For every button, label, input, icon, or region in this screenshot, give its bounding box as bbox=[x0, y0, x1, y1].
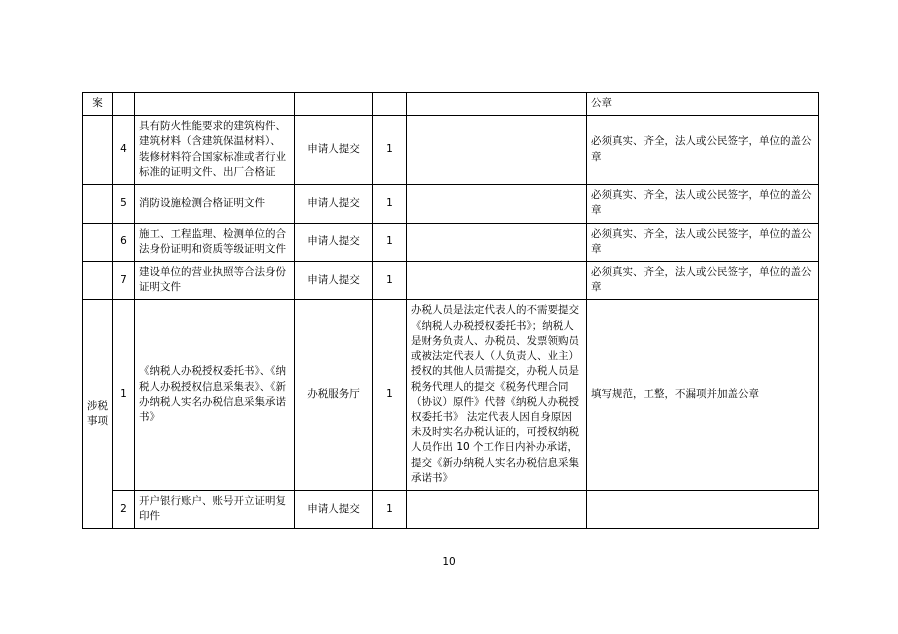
cell-number bbox=[113, 93, 135, 116]
cell-category bbox=[83, 185, 113, 223]
cell-number: 2 bbox=[113, 491, 135, 529]
cell-material-name: 开户银行账户、账号开立证明复印件 bbox=[135, 491, 295, 529]
cell-note: 办税人员是法定代表人的不需要提交《纳税人办税授权委托书》；纳税人是财务负责人、办税员、发票领购员或被法定代表人（人负责人、业主）授权的其他人员需提交，办税人员是税务代理人的提交《税务代理合同（协议）原件》代替《纳税人办税授权委托书》 法定代表人因自身原因未及时实名办税认证的，可授权纳税人员作出 10 个工作日内补办承诺，提交《新办纳税人实名办税信息采集承诺书》 bbox=[407, 300, 587, 491]
cell-material-name: 具有防火性能要求的建筑构件、建筑材料（含建筑保温材料）、装修材料符合国家标准或者行业标准的证明文件、出厂合格证 bbox=[135, 116, 295, 185]
cell-requirement: 必须真实、齐全，法人或公民签字，单位的盖公章 bbox=[587, 261, 819, 299]
cell-source: 申请人提交 bbox=[295, 223, 373, 261]
cell-material-name: 建设单位的营业执照等合法身份证明文件 bbox=[135, 261, 295, 299]
cell-quantity: 1 bbox=[373, 116, 407, 185]
cell-number: 5 bbox=[113, 185, 135, 223]
cell-quantity: 1 bbox=[373, 491, 407, 529]
cell-material-name: 施工、工程监理、检测单位的合法身份证明和资质等级证明文件 bbox=[135, 223, 295, 261]
cell-number: 6 bbox=[113, 223, 135, 261]
cell-requirement: 必须真实、齐全，法人或公民签字，单位的盖公章 bbox=[587, 223, 819, 261]
table-row bbox=[83, 491, 819, 529]
cell-number: 7 bbox=[113, 261, 135, 299]
table-row bbox=[83, 116, 819, 185]
cell-quantity: 1 bbox=[373, 261, 407, 299]
cell-quantity: 1 bbox=[373, 300, 407, 491]
cell-source: 申请人提交 bbox=[295, 185, 373, 223]
cell-note bbox=[407, 223, 587, 261]
cell-note bbox=[407, 185, 587, 223]
cell-note bbox=[407, 261, 587, 299]
cell-source: 申请人提交 bbox=[295, 261, 373, 299]
cell-material-name: 《纳税人办税授权委托书》、《纳税人办税授权信息采集表》、《新办纳税人实名办税信息采集承诺书》 bbox=[135, 300, 295, 491]
table-row bbox=[83, 185, 819, 223]
cell-category bbox=[83, 223, 113, 261]
cell-material-name bbox=[135, 93, 295, 116]
cell-source: 申请人提交 bbox=[295, 116, 373, 185]
table-row bbox=[83, 300, 819, 491]
cell-requirement: 必须真实、齐全，法人或公民签字，单位的盖公章 bbox=[587, 116, 819, 185]
cell-source: 申请人提交 bbox=[295, 491, 373, 529]
cell-requirement: 公章 bbox=[587, 93, 819, 116]
table-row bbox=[83, 93, 819, 116]
cell-note bbox=[407, 116, 587, 185]
materials-table bbox=[82, 92, 819, 529]
cell-category: 涉税事项 bbox=[83, 300, 113, 529]
page-number: 10 bbox=[442, 556, 456, 568]
cell-requirement: 填写规范，工整，不漏项并加盖公章 bbox=[587, 300, 819, 491]
cell-requirement bbox=[587, 491, 819, 529]
cell-note bbox=[407, 93, 587, 116]
cell-category bbox=[83, 116, 113, 185]
cell-source bbox=[295, 93, 373, 116]
table-row bbox=[83, 261, 819, 299]
cell-quantity: 1 bbox=[373, 223, 407, 261]
cell-quantity bbox=[373, 93, 407, 116]
cell-number: 4 bbox=[113, 116, 135, 185]
cell-number: 1 bbox=[113, 300, 135, 491]
cell-material-name: 消防设施检测合格证明文件 bbox=[135, 185, 295, 223]
table-row bbox=[83, 223, 819, 261]
cell-category: 案 bbox=[83, 93, 113, 116]
cell-quantity: 1 bbox=[373, 185, 407, 223]
cell-category bbox=[83, 261, 113, 299]
cell-source: 办税服务厅 bbox=[295, 300, 373, 491]
cell-requirement: 必须真实、齐全，法人或公民签字，单位的盖公章 bbox=[587, 185, 819, 223]
cell-note bbox=[407, 491, 587, 529]
